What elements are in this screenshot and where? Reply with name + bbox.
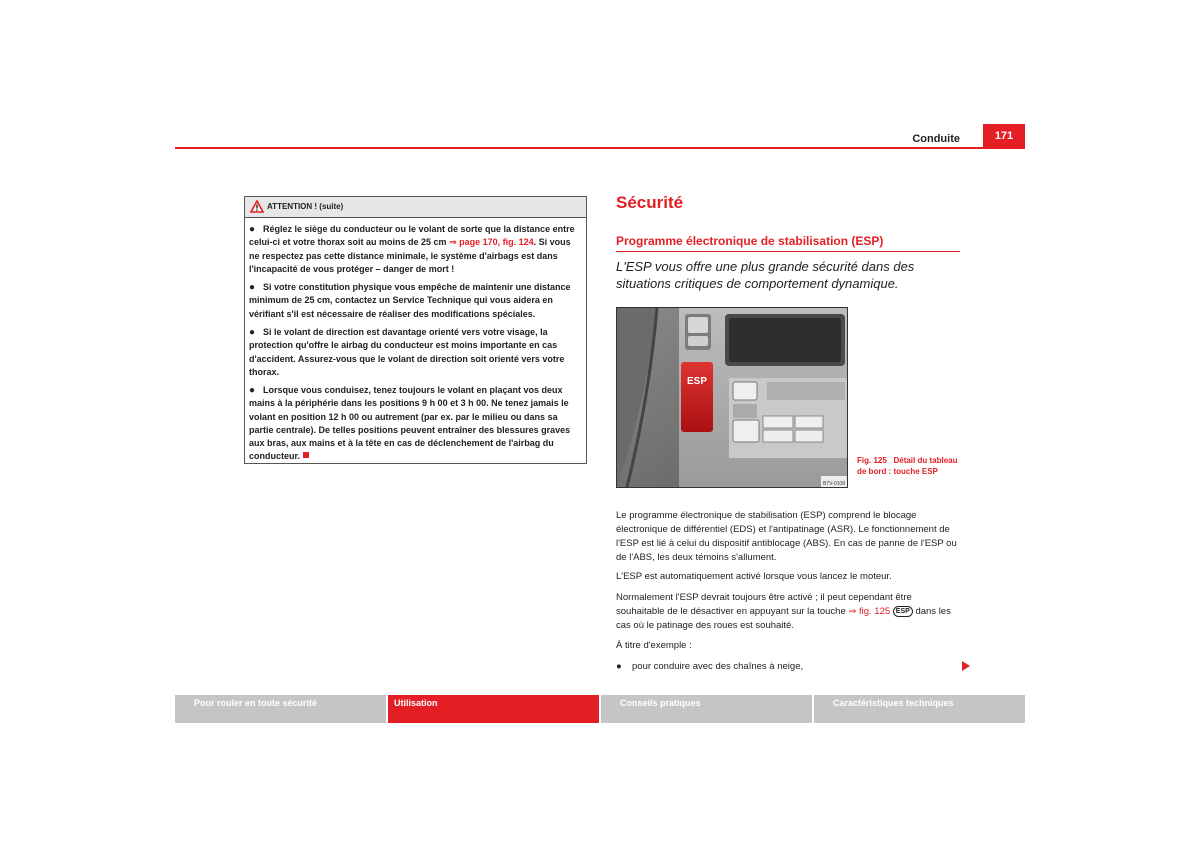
footer-tab-specs[interactable]: Caractéristiques techniques xyxy=(814,695,1025,723)
esp-key-icon: ESP xyxy=(893,606,913,617)
footer-tab-usage[interactable]: Utilisation xyxy=(388,695,599,723)
end-mark-icon xyxy=(303,452,309,458)
bullet-icon: ● xyxy=(249,385,256,396)
intro-text: L'ESP vous offre une plus grande sécurité dans des situations critiques de comportement dynamique. xyxy=(616,259,915,291)
warning-title: ATTENTION ! (suite) xyxy=(267,202,344,211)
chapter-title: Conduite xyxy=(912,133,960,145)
warning-item xyxy=(249,281,583,321)
bullet-icon: ● xyxy=(249,224,256,235)
body-text: Normalement l'ESP devrait toujours être activé ; il peut cependant être souhaitable de le désactiver en appuyant sur la touche xyxy=(616,592,912,617)
page-number: 171 xyxy=(983,124,1025,148)
figure-caption xyxy=(857,456,967,477)
dashboard-photo xyxy=(616,307,848,488)
warning-triangle-icon xyxy=(250,200,264,213)
warning-text: Si le volant de direction est davantage orienté vers votre visage, la protection qu'offre le airbag du conducteur est moins importante en cas d'accident. Assurez-vous que le volant de direction soit orienté vers votre thorax. xyxy=(249,327,565,377)
bullet-icon: ● xyxy=(249,327,256,338)
figure-caption-number: Fig. 125 xyxy=(857,456,887,465)
warning-text: Réglez le siège du conducteur ou le volant de sorte que la distance entre celui-ci et votre thorax soit au moins de 25 cm xyxy=(249,224,575,248)
figure-caption-text: Détail du tableau de bord : touche ESP xyxy=(857,456,958,476)
image-code: B7V-0108 xyxy=(823,481,845,487)
body-bullet xyxy=(616,660,961,674)
warning-box xyxy=(244,196,587,464)
warning-item xyxy=(249,326,583,379)
warning-header xyxy=(245,197,586,218)
body-paragraph: L'ESP est automatiquement activé lorsque vous lancez le moteur. xyxy=(616,571,892,582)
esp-button xyxy=(681,362,713,432)
subsection-title: Programme électronique de stabilisation (ESP) xyxy=(616,234,884,248)
footer-tab-tips[interactable]: Conseils pratiques xyxy=(601,695,812,723)
bullet-icon: ● xyxy=(249,282,256,293)
figure-reference-link[interactable]: ⇒ fig. 125 xyxy=(848,606,891,617)
subsection-rule xyxy=(616,251,960,252)
dashboard-illustration xyxy=(617,308,847,487)
bullet-icon: ● xyxy=(616,661,622,672)
warning-item xyxy=(249,384,583,464)
warning-text: . Si vous ne respectez pas cette distance minimale, le système d'airbags est dans l'incapacité de vous protéger – danger de mort ! xyxy=(249,237,571,274)
body-paragraph: Le programme électronique de stabilisation (ESP) comprend le blocage électronique de différentiel (EDS) et l'antipatinage (ASR). Le fonctionnement de l'ESP est lié à celui du dispositif antiblocage (ABS). En cas de panne de l'ESP ou de l'ABS, les deux témoins s'allument. xyxy=(616,510,957,563)
warning-item xyxy=(249,223,583,276)
warning-text: Lorsque vous conduisez, tenez toujours le volant en plaçant vos deux mains à la périphérie dans les positions 9 h 00 et 3 h 00. Ne tenez jamais le volant en position 12 h 00 ou autrement (par ex. par le milieu ou dans sa partie centrale). De telles positions peuvent entraîner des blessures graves aux bras, aux mains et à la tête en cas de déclenchement de l'airbag du conducteur. xyxy=(249,385,571,462)
body-paragraph: À titre d'exemple : xyxy=(616,640,692,651)
body-text: pour conduire avec des chaînes à neige, xyxy=(632,661,804,672)
continue-arrow-icon xyxy=(962,661,970,671)
body-paragraph xyxy=(616,591,961,633)
esp-button-label: ESP xyxy=(686,376,708,387)
page-reference-link[interactable]: ⇒ page 170, fig. 124 xyxy=(449,237,534,248)
header-rule xyxy=(175,147,1025,149)
footer-tab-safety[interactable]: Pour rouler en toute sécurité xyxy=(175,695,386,723)
warning-text: Si votre constitution physique vous empêche de maintenir une distance minimum de 25 cm, contactez un Service Technique qui vous aidera en vérifiant s'il est nécessaire de réaliser des modifications spéciales. xyxy=(249,282,571,319)
body-text: dans les cas où le patinage des roues est souhaité. xyxy=(616,606,951,631)
section-title: Sécurité xyxy=(616,193,684,212)
